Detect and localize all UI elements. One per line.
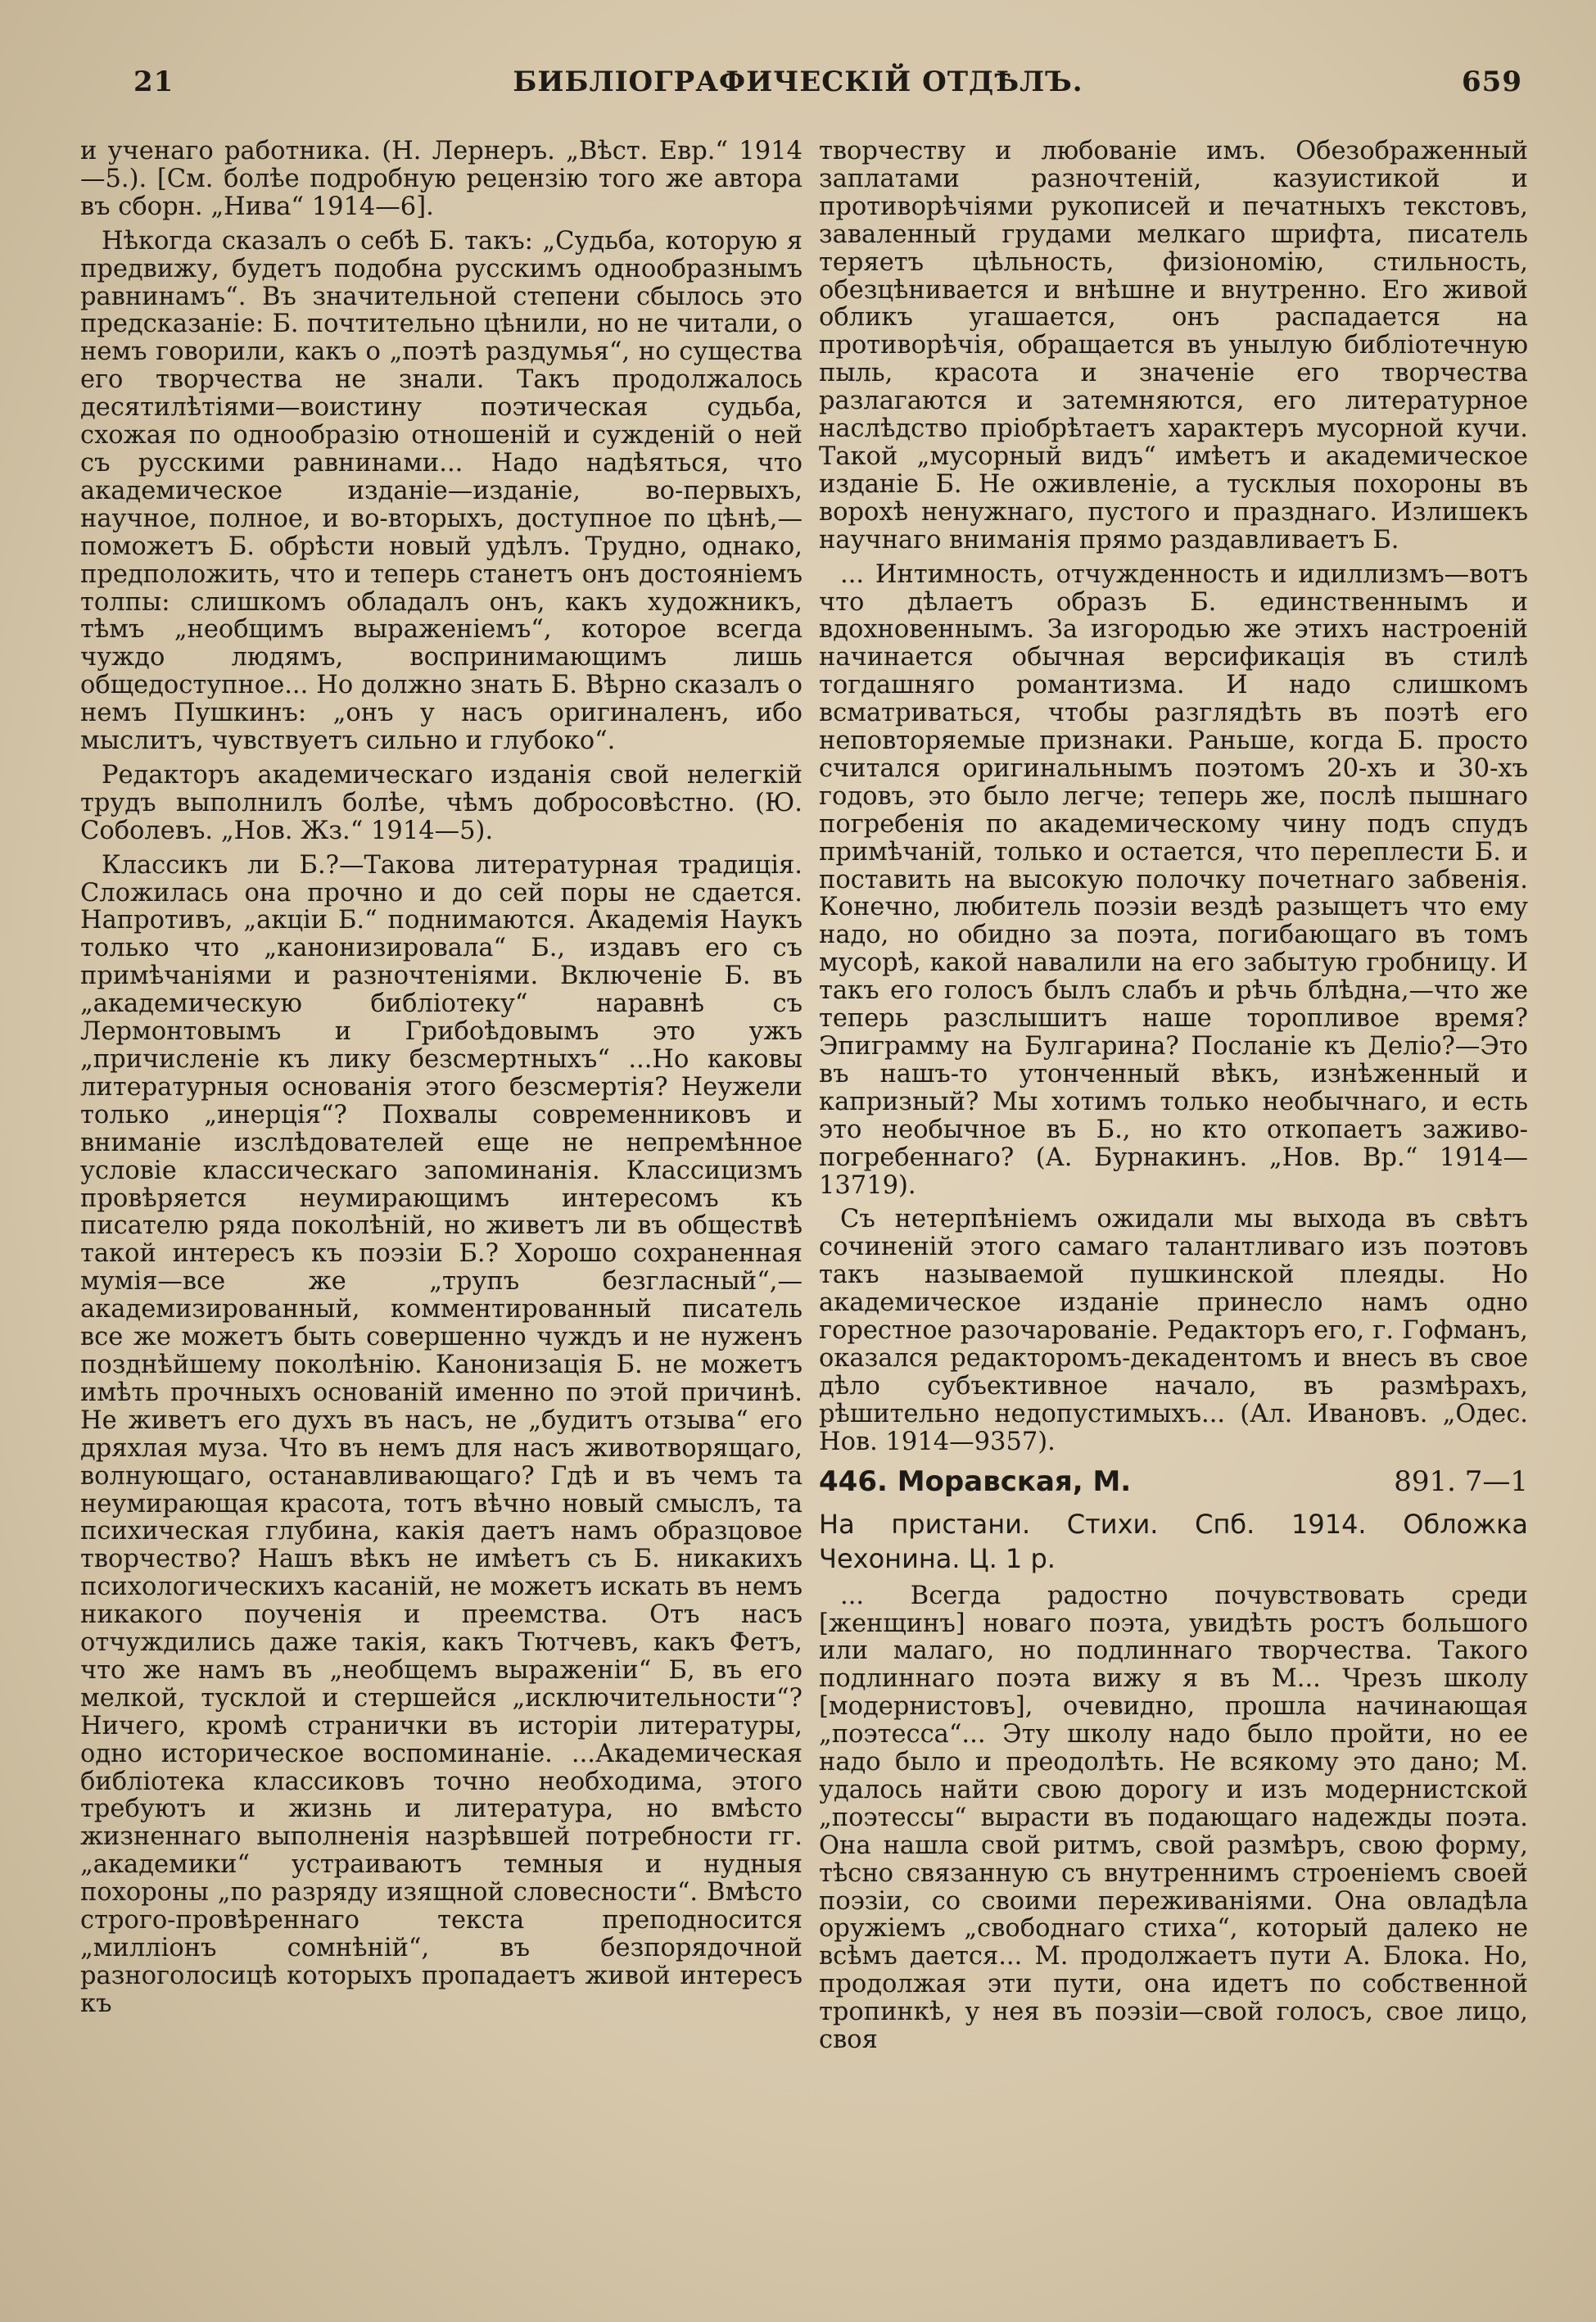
page-number-left: 21 [133,66,174,98]
paragraph: Редакторъ академическаго изданія свой нелегкій трудъ выполнилъ болѣе, чѣмъ добросовѣстно. (Ю. Соболевъ. „Нов. Жз.“ 1914—5). [80,760,803,845]
running-head [0,66,1596,115]
paragraph: ... Интимность, отчужденность и идиллизмъ—вотъ что дѣлаетъ образъ Б. единственнымъ и вдохновеннымъ. За изгородью же этихъ настроеній начинается обычная версификація въ стилѣ тогдашняго романтизма. И надо слишкомъ всматриваться, чтобы разглядѣть въ поэтѣ его неповторяемые признаки. Раньше, когда Б. просто считался оригинальнымъ поэтомъ 20-хъ и 30-хъ годовъ, это было легче; теперь же, послѣ пышнаго погребенія по академическому чину подъ спудъ примѣчаній, только и остается, что переплести Б. и поставить на высокую полочку почетнаго забвенія. Конечно, любитель поэзіи вездѣ разыщетъ что ему надо, но обидно за поэта, погибающаго въ томъ мусорѣ, какой навалили на его забытую гробницу. И такъ его голосъ былъ слабъ и рѣчь блѣдна,—что же теперь разслышитъ наше торопливое время? Эпиграмму на Булгарина? Посланіе къ Деліо?—Это въ нашъ-то утонченный вѣкъ, изнѣженный и капризный? Мы хотимъ только необычнаго, и есть это необычное въ Б., но кто откопаетъ заживо-погребеннаго? (А. Бурнакинъ. „Нов. Вр.“ 1914—13719). [819,559,1528,1200]
right-column [819,138,1528,2308]
entry-classification-code: 891. 7—1 [1394,1464,1528,1498]
paragraph: ... Всегда радостно почувствовать среди [женщинъ] новаго поэта, увидѣть ростъ большого или малаго, но подлиннаго творчества. Такого подлиннаго поэта вижу я въ М... Чрезъ школу [модернистовъ], очевидно, прошла начинающая „поэтесса“... Эту школу надо было пройти, но ее надо было и преодолѣть. Не всякому это дано; М. удалось найти свою дорогу и изъ модернистской „поэтессы“ вырасти въ подающаго надежды поэта. Она нашла свой ритмъ, свой размѣръ, свою форму, тѣсно связанную съ внутреннимъ строеніемъ своей поэзіи, со своими переживаніями. Она овладѣла оружіемъ „свободнаго стиха“, который далеко не всѣмъ дается... М. продолжаетъ пути А. Блока. Но, продолжая эти пути, она идетъ по собственной тропинкѣ, у нея въ поэзіи—свой голосъ, свое лицо, своя [819,1581,1528,2055]
paragraph: творчеству и любованіе имъ. Обезображенный заплатами разночтеній, казуистикой и противорѣчіями рукописей и печатныхъ текстовъ, заваленный грудами мелкаго шрифта, писатель теряетъ цѣльность, физіономію, стильность, обезцѣнивается и внѣшне и внутренно. Его живой обликъ угашается, онъ распадается на противорѣчія, обращается въ унылую библіотечную пыль, красота и значеніе его творчества разлагаются и затемняются, его литературное наслѣдство пріобрѣтаетъ характеръ мусорной кучи. Такой „мусорный видъ“ имѣетъ и академическое изданіе Б. Не оживленіе, а тусклыя похороны въ ворохѣ ненужнаго, пустого и празднаго. Излишекъ научнаго вниманія прямо раздавливаетъ Б. [819,138,1528,554]
bibliography-entry-heading [819,1463,1528,1500]
paragraph: Классикъ ли Б.?—Такова литературная традиція. Сложилась она прочно и до сей поры не сдается. Напротивъ, „акціи Б.“ поднимаются. Академія Наукъ только что „канонизировала“ Б., издавъ его съ примѣчаніями и разночтеніями. Включеніе Б. въ „академическую библіотеку“ наравнѣ съ Лермонтовымъ и Грибоѣдовымъ это ужъ „причисленіе къ лику безсмертныхъ“ ...Но каковы литературныя основанія этого безсмертія? Неужели только „инерція“? Похвалы современниковъ и вниманіе изслѣдователей еще не непремѣнное условіе классическаго запоминанія. Классицизмъ провѣряется неумирающимъ интересомъ къ писателю ряда поколѣній, но живетъ ли въ обществѣ такой интересъ къ поэзіи Б.? Хорошо сохраненная мумія—все же „трупъ безгласный“,—академизированный, комментированный писатель все же можетъ быть совершенно чуждъ и не нуженъ позднѣйшему поколѣнію. Канонизація Б. не можетъ имѣть прочныхъ основаній именно по этой причинѣ. Не живетъ его духъ въ насъ, не „будитъ отзыва“ его дряхлая муза. Что въ немъ для насъ животворящаго, волнующаго, останавливающаго? Гдѣ и въ чемъ та неумирающая красота, тотъ вѣчно новый смыслъ, та психическая глубина, какія даетъ намъ образцовое творчество? Нашъ вѣкъ не имѣетъ съ Б. никакихъ психологическихъ касаній, не можетъ искать въ немъ никакого поученія и преемства. Отъ насъ отчуждились даже такія, какъ Тютчевъ, какъ Фетъ, что же намъ въ „необщемъ выраженіи“ Б, въ его мелкой, тусклой и стершейся „исключительности“? Ничего, кромѣ странички въ исторіи литературы, одно историческое воспоминаніе. ...Академическая библіотека классиковъ точно необходима, этого требуютъ и жизнь и литература, но вмѣсто жизненнаго выполненія назрѣвшей потребности гг. „академики“ устраиваютъ темныя и нудныя похороны „по разряду изящной словесности“. Вмѣсто строго-провѣреннаго текста преподносится „милліонъ сомнѣній“, въ безпорядочной разноголосицѣ которыхъ пропадаетъ живой интересъ къ [80,850,803,2018]
entry-number-author: 446. Моравская, М. [819,1464,1132,1498]
left-column [80,138,803,2308]
paragraph: Нѣкогда сказалъ о себѣ Б. такъ: „Судьба, которую я предвижу, будетъ подобна русскимъ однообразнымъ равнинамъ“. Въ значительной степени сбылось это предсказаніе: Б. почтительно цѣнили, но не читали, о немъ говорили, какъ о „поэтѣ раздумья“, но существа его творчества не знали. Такъ продолжалось десятилѣтіями—воистину поэтическая судьба, схожая по однообразію отношеній и сужденій о ней съ русскими равнинами... Надо надѣяться, что академическое изданіе—изданіе, во-первыхъ, научное, полное, и во-вторыхъ, доступное по цѣнѣ,—поможетъ Б. обрѣсти новый удѣлъ. Трудно, однако, предположить, что и теперь станетъ онъ достояніемъ толпы: слишкомъ обладалъ онъ, какъ художникъ, тѣмъ „необщимъ выраженіемъ“, которое всегда чуждо людямъ, воспринимающимъ лишь общедоступное... Но должно знать Б. Вѣрно сказалъ о немъ Пушкинъ: „онъ у насъ оригиналенъ, ибо мыслитъ, чувствуетъ сильно и глубоко“. [80,226,803,756]
section-title: БИБЛІОГРАФИЧЕСКІЙ ОТДѢЛЪ. [513,66,1083,98]
paragraph: и ученаго работника. (Н. Лернеръ. „Вѣст. Евр.“ 1914—5.). [См. болѣе подробную рецензію того же автора въ сборн. „Нива“ 1914—6]. [80,138,803,221]
page-number-right: 659 [1462,66,1522,98]
paragraph: Съ нетерпѣніемъ ожидали мы выхода въ свѣтъ сочиненій этого самаго талантливаго изъ поэтовъ такъ называемой пушкинской плеяды. Но академическое изданіе принесло намъ одно горестное разочарованіе. Редакторъ его, г. Гофманъ, оказался редакторомъ-декадентомъ и внесъ въ свое дѣло субъективное начало, въ размѣрахъ, рѣшительно недопустимыхъ... (Ал. Ивановъ. „Одес. Нов. 1914—9357). [819,1205,1528,1456]
entry-description: На пристани. Стихи. Спб. 1914. Обложка Чехонина. Ц. 1 р. [819,1508,1528,1574]
